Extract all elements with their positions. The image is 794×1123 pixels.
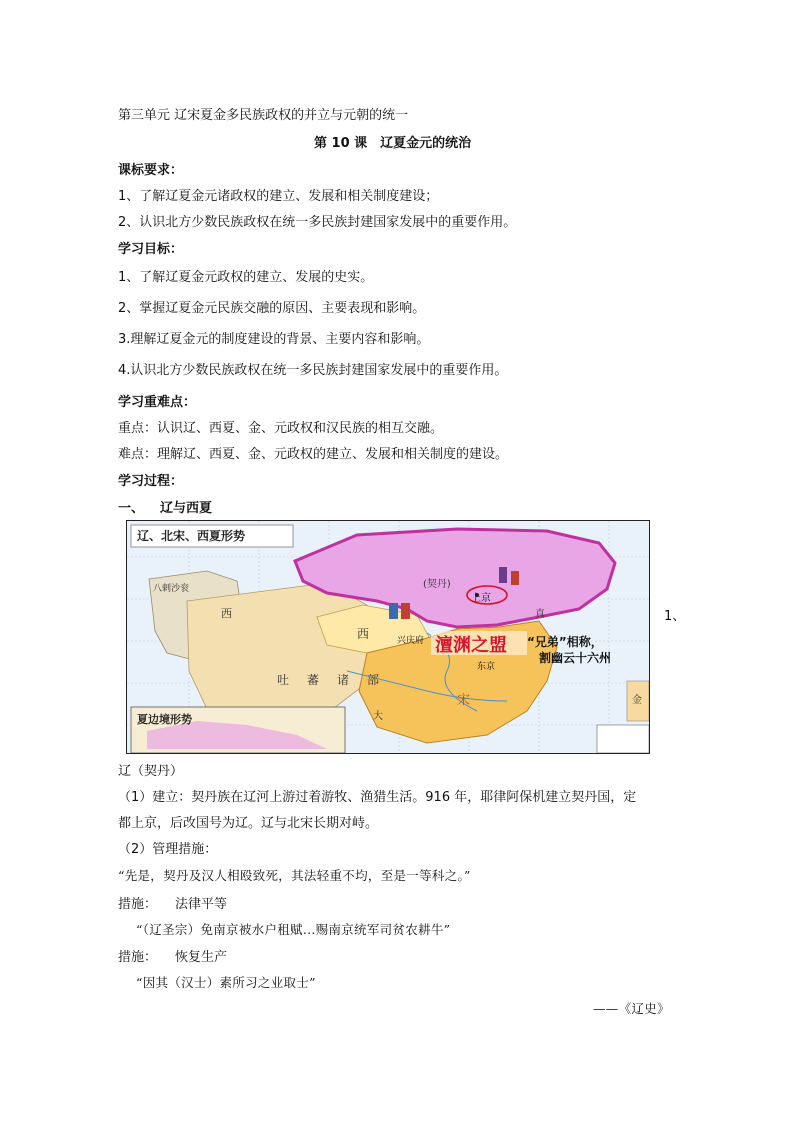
curriculum-heading: 课标要求：	[118, 163, 184, 178]
map-label-da: 大	[373, 711, 383, 722]
objective-item: 1、了解辽夏金元政权的建立、发展的史实。	[118, 270, 374, 285]
objective-item: 2、掌握辽夏金元民族交融的原因、主要表现和影响。	[118, 301, 426, 316]
map-label-xixia-short: 西	[357, 627, 370, 641]
curriculum-item: 2、认识北方少数民族政权在统一多民族封建国家发展中的重要作用。	[118, 215, 517, 230]
map-label-shangjing: 上京	[471, 593, 491, 604]
liao-heading: 辽（契丹）	[118, 764, 184, 779]
section-number: 一、	[118, 501, 145, 516]
measure-1-value: 法律平等	[175, 897, 228, 912]
map-label-dongjing: 东京	[477, 662, 496, 672]
measure-2-label: 措施：	[118, 950, 158, 965]
historical-map	[126, 520, 650, 754]
lesson-title: 第 10 课 辽夏金元的统治	[314, 136, 472, 151]
map-label-west-city: 八剌沙衮	[153, 584, 190, 594]
objective-item: 3.理解辽夏金元的制度建设的背景、主要内容和影响。	[118, 332, 430, 347]
unit-title: 第三单元 辽宋夏金多民族政权的并立与元朝的统一	[118, 108, 409, 123]
inset-map-title: 夏边境形势	[137, 713, 192, 726]
measure-2-value: 恢复生产	[175, 950, 228, 965]
brothers-label: “兄弟”相称，	[527, 635, 603, 649]
side-mark: 1、	[664, 609, 686, 624]
key-points-heading: 学习重难点：	[118, 395, 197, 410]
quote-1: “先是，契丹及汉人相殴致死，其法轻重不均，至是一等科之。”	[118, 868, 471, 883]
section-title: 辽与西夏	[160, 501, 213, 516]
sixteen-prefectures-label: 割幽云十六州	[539, 651, 612, 665]
measure-1-label: 措施：	[118, 897, 158, 912]
curriculum-item: 1、了解辽夏金元诸政权的建立、发展和相关制度建设；	[118, 189, 439, 204]
quote-3: “因其（汉士）素所习之业取士”	[136, 975, 316, 990]
focus-text: 重点：认识辽、西夏、金、元政权和汉民族的相互交融。	[118, 421, 444, 436]
management-heading: （2）管理措施：	[118, 842, 218, 857]
difficulty-text: 难点：理解辽、西夏、金、元政权的建立、发展和相关制度的建设。	[118, 447, 509, 462]
map-label-jin: 金	[632, 695, 642, 706]
objective-item: 4.认识北方少数民族政权在统一多民族封建国家发展中的重要作用。	[118, 363, 508, 378]
establish-line-2: 都上京，后改国号为辽。辽与北宋长期对峙。	[118, 816, 379, 831]
map-label-zhen: 真	[535, 609, 545, 620]
establish-line-1: （1）建立：契丹族在辽河上游过着游牧、渔猎生活。916 年，耶律阿保机建立契丹国，定	[118, 790, 637, 805]
objectives-heading: 学习目标：	[118, 242, 184, 257]
map-label-xi: 西	[221, 607, 232, 620]
quote-2: “（辽圣宗）免南京被水户租赋...赐南京统军司贫农耕牛”	[136, 922, 451, 937]
map-label-song: 宋	[457, 693, 471, 708]
map-label-tubo: 吐 蕃 诸 部	[277, 673, 383, 687]
map-title: 辽、北宋、西夏形势	[137, 529, 246, 543]
process-heading: 学习过程：	[118, 474, 184, 489]
map-label-qidan: (契丹)	[423, 579, 451, 590]
chanyuan-label: 澶渊之盟	[435, 635, 507, 656]
map-label-xingqing: 兴庆府	[397, 636, 425, 646]
source-citation: ——《辽史》	[593, 1001, 670, 1016]
